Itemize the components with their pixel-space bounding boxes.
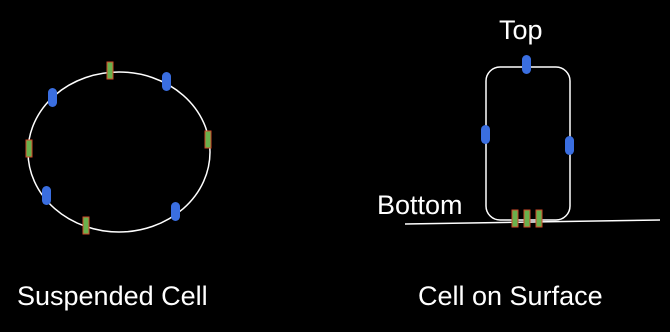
surface-blue-marker — [522, 55, 531, 74]
suspended-blue-marker — [42, 186, 51, 205]
cell-on-surface-caption: Cell on Surface — [418, 281, 603, 311]
surface-green-marker — [512, 210, 518, 227]
surface-blue-marker — [481, 125, 490, 144]
suspended-green-marker — [107, 62, 113, 79]
bottom-label: Bottom — [377, 190, 463, 220]
surface-green-marker — [536, 210, 542, 227]
suspended-green-marker — [83, 217, 89, 234]
top-label: Top — [499, 15, 543, 45]
suspended-blue-marker — [162, 72, 171, 91]
surface-blue-marker — [565, 136, 574, 155]
surface-green-marker — [524, 210, 530, 227]
surface-cell-membrane — [486, 67, 570, 220]
suspended-green-marker — [26, 140, 32, 157]
suspended-cell-caption: Suspended Cell — [17, 281, 208, 311]
suspended-blue-marker — [171, 202, 180, 221]
suspended-blue-marker — [48, 88, 57, 107]
suspended-green-marker — [205, 131, 211, 148]
